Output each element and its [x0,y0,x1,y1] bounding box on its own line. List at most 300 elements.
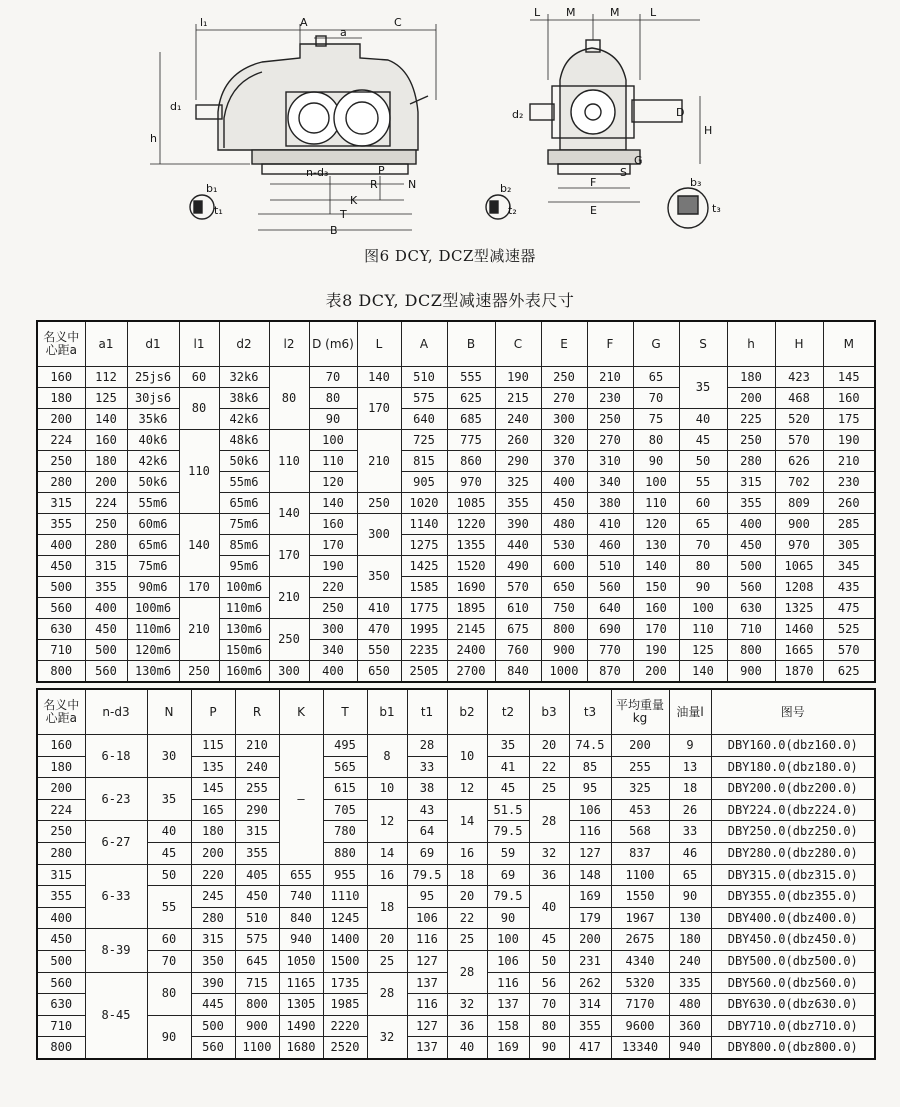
table-cell: DBY160.0(dbz160.0) [711,735,875,757]
table-cell: 145 [191,778,235,800]
table-cell: 520 [775,409,823,430]
dim-label: A [300,16,308,29]
table-cell: 25 [367,950,407,972]
table-cell: 90 [679,577,727,598]
table-cell: 175 [823,409,875,430]
table-cell: 500 [85,640,127,661]
table-cell: 112 [85,367,127,388]
table-cell: 20 [367,929,407,951]
table-cell: 127 [569,842,611,864]
table-cell: 310 [587,451,633,472]
table-cell: 955 [323,864,367,886]
table-cell: 16 [447,842,487,864]
table-cell: 95 [407,886,447,908]
column-header: N [147,689,191,735]
table-row [37,598,875,619]
table-cell: 210 [269,577,309,619]
table-cell: 250 [357,493,401,514]
table-cell: 775 [447,430,495,451]
table-cell: 760 [495,640,541,661]
table-cell: 570 [495,577,541,598]
table-cell: 55m6 [219,472,269,493]
table-cell: 525 [823,619,875,640]
table-cell: 74.5 [569,735,611,757]
column-header: h [727,321,775,367]
column-header: t3 [569,689,611,735]
table-cell: 240 [669,950,711,972]
table-cell: 80 [269,367,309,430]
table-cell: 325 [495,472,541,493]
table-cell: 55 [147,886,191,929]
table-cell: 70 [309,367,357,388]
table-cell: 435 [823,577,875,598]
table-cell: 360 [669,1015,711,1037]
table-cell: 510 [235,907,279,929]
column-header: D (m6) [309,321,357,367]
table-cell: 1020 [401,493,447,514]
table-cell: 250 [587,409,633,430]
table-cell: 55m6 [127,493,179,514]
table-cell: 280 [727,451,775,472]
table-cell: 90 [633,451,679,472]
column-header: b3 [529,689,569,735]
table-cell: 100 [309,430,357,451]
table-cell: 450 [727,535,775,556]
table-cell: 12 [447,778,487,800]
table-cell: 560 [37,972,85,994]
table-cell: 315 [191,929,235,951]
table-cell: 1775 [401,598,447,619]
table-cell: 1165 [279,972,323,994]
column-header: H [775,321,823,367]
table-cell: 575 [235,929,279,951]
table-cell: 800 [235,994,279,1016]
table-cell: 190 [309,556,357,577]
table-cell: 410 [587,514,633,535]
table-cell: 50k6 [127,472,179,493]
table-cell: 32k6 [219,367,269,388]
table-cell: 250 [727,430,775,451]
table-row [37,556,875,577]
table-cell: 510 [401,367,447,388]
table-cell: 65m6 [219,493,269,514]
table-row [37,514,875,535]
table-cell: 50k6 [219,451,269,472]
column-header: 图号 [711,689,875,735]
table-row [37,778,875,800]
table-cell: 137 [487,994,529,1016]
table-cell: 110m6 [219,598,269,619]
table-cell: 69 [487,864,529,886]
table-cell: 355 [727,493,775,514]
table-cell: 560 [727,577,775,598]
table-cell: 115 [191,735,235,757]
table-cell: 18 [669,778,711,800]
table-cell: 190 [495,367,541,388]
table-cell: 28 [447,950,487,993]
table-cell: 1550 [611,886,669,908]
table-cell: 315 [85,556,127,577]
table-cell: 140 [633,556,679,577]
table-cell: 80 [179,388,219,430]
table-cell: 65 [679,514,727,535]
column-header: E [541,321,587,367]
column-header: 油量l [669,689,711,735]
table-cell: 335 [669,972,711,994]
table-cell: 390 [191,972,235,994]
table-cell: 46 [669,842,711,864]
table-cell: 290 [235,799,279,821]
table-cell: 140 [85,409,127,430]
table-cell: 1305 [279,994,323,1016]
table-cell: 355 [37,514,85,535]
table-cell: 190 [823,430,875,451]
table-cell: 480 [541,514,587,535]
table-cell: 380 [587,493,633,514]
table-row [37,661,875,683]
table-cell: 106 [569,799,611,821]
table-cell: 12 [367,799,407,842]
table-cell: 1065 [775,556,823,577]
table-cell: 169 [569,886,611,908]
table-cell: 110 [309,451,357,472]
column-header: 名义中心距a [37,689,85,735]
table-cell: 240 [235,756,279,778]
table-cell: 30js6 [127,388,179,409]
table-cell: 127 [407,1015,447,1037]
table-cell: — [279,735,323,865]
table-cell: DBY450.0(dbz450.0) [711,929,875,951]
table-cell: 80 [633,430,679,451]
table-cell: 970 [775,535,823,556]
table-cell: 560 [37,598,85,619]
figure-caption: 图6 DCY, DCZ型减速器 [364,247,536,265]
column-header: d1 [127,321,179,367]
dim-label: N [408,178,417,191]
table-cell: 905 [401,472,447,493]
table-cell: 650 [541,577,587,598]
table-cell: 355 [569,1015,611,1037]
table-cell: 645 [235,950,279,972]
table-row [37,640,875,661]
table-cell: 210 [823,451,875,472]
table-cell: 95m6 [219,556,269,577]
table-cell: 740 [279,886,323,908]
table-cell: 500 [37,577,85,598]
table-cell: 28 [367,972,407,1015]
table-cell: 200 [85,472,127,493]
table-cell: 13340 [611,1037,669,1059]
table-cell: 140 [269,493,309,535]
table-cell: 210 [587,367,633,388]
table-cell: 18 [367,886,407,929]
table-cell: 625 [447,388,495,409]
table-cell: 550 [357,640,401,661]
table-cell: 702 [775,472,823,493]
table-cell: DBY400.0(dbz400.0) [711,907,875,929]
dim-label: b₁ [206,182,218,195]
table-cell: 231 [569,950,611,972]
column-header: a1 [85,321,127,367]
dim-label: n-d₃ [306,166,329,179]
table-row [37,886,875,908]
table-cell: 780 [323,821,367,843]
dim-label: L [534,6,541,19]
table-cell: 100m6 [219,577,269,598]
table-cell: 2235 [401,640,447,661]
table-cell: 14 [367,842,407,864]
table-cell: 160 [309,514,357,535]
dim-label: h [150,132,157,145]
table-cell: 250 [85,514,127,535]
table-cell: 60 [179,367,219,388]
table-cell: 224 [85,493,127,514]
table-cell: 145 [823,367,875,388]
table-cell: 1995 [401,619,447,640]
dim-label: M [566,6,576,19]
table-cell: 28 [407,735,447,757]
table-cell: 815 [401,451,447,472]
column-header: b1 [367,689,407,735]
table-cell: 570 [823,640,875,661]
table-cell: DBY224.0(dbz224.0) [711,799,875,821]
table-cell: 100 [633,472,679,493]
table-cell: 55 [679,472,727,493]
table-cell: 140 [679,661,727,683]
table-cell: 22 [447,907,487,929]
table-cell: 262 [569,972,611,994]
dim-label: a [340,26,347,39]
table-cell: 230 [823,472,875,493]
table-cell: 565 [323,756,367,778]
table-cell: 120 [309,472,357,493]
table-cell: DBY800.0(dbz800.0) [711,1037,875,1059]
table-cell: 33 [669,821,711,843]
table-cell: 255 [235,778,279,800]
dim-label: l₁ [200,16,208,29]
table-cell: DBY710.0(dbz710.0) [711,1015,875,1037]
table-cell: 460 [587,535,633,556]
table-cell: 224 [37,430,85,451]
table-cell: 1425 [401,556,447,577]
table-cell: 90 [487,907,529,929]
table-cell: 900 [541,640,587,661]
table-cell: 45 [487,778,529,800]
table-cell: 137 [407,972,447,994]
table-cell: 250 [37,821,85,843]
table-cell: 200 [611,735,669,757]
table-cell: 1680 [279,1037,323,1059]
table-cell: 116 [407,994,447,1016]
table-cell: 500 [191,1015,235,1037]
dim-label: L [650,6,657,19]
table-cell: 300 [269,661,309,683]
table-cell: 210 [235,735,279,757]
table-cell: 450 [541,493,587,514]
table-cell: 30 [147,735,191,778]
table-cell: 1355 [447,535,495,556]
table-cell: 705 [323,799,367,821]
table-cell: 180 [727,367,775,388]
table-cell: 495 [323,735,367,757]
table-cell: 70 [679,535,727,556]
table-cell: 650 [357,661,401,683]
table-cell: 9600 [611,1015,669,1037]
table-row [37,864,875,886]
table-cell: 170 [357,388,401,430]
table-row [37,735,875,757]
table-cell: DBY280.0(dbz280.0) [711,842,875,864]
table-cell: 45 [679,430,727,451]
table-cell: 8-39 [85,929,147,972]
column-header: t1 [407,689,447,735]
reducer-drawing [0,0,900,245]
table-cell: 340 [309,640,357,661]
table-cell: 630 [727,598,775,619]
table-cell: 2400 [447,640,495,661]
table-cell: 900 [775,514,823,535]
table-cell: 140 [309,493,357,514]
table-cell: 568 [611,821,669,843]
table-cell: 79.5 [407,864,447,886]
table-cell: 45 [147,842,191,864]
table-cell: 1085 [447,493,495,514]
table-cell: 200 [569,929,611,951]
table-cell: 280 [85,535,127,556]
table-cell: DBY560.0(dbz560.0) [711,972,875,994]
table-cell: 100 [679,598,727,619]
table-cell: 56 [529,972,569,994]
table-cell: 315 [37,864,85,886]
table-cell: 280 [37,842,85,864]
table-cell: 6-27 [85,821,147,864]
table-cell: 180 [37,756,85,778]
table-cell: 180 [37,388,85,409]
table-cell: 32 [447,994,487,1016]
table-cell: 35k6 [127,409,179,430]
table-cell: 180 [669,929,711,951]
table-header-row [37,689,875,735]
table-cell: 36 [529,864,569,886]
table-cell: DBY500.0(dbz500.0) [711,950,875,972]
table-cell: 260 [495,430,541,451]
dim-label: G [634,154,643,167]
table-cell: 560 [587,577,633,598]
table-cell: 160 [823,388,875,409]
table-cell: 200 [727,388,775,409]
table-cell: 450 [235,886,279,908]
table-cell: 1985 [323,994,367,1016]
table-cell: 800 [37,1037,85,1059]
table-cell: 840 [279,907,323,929]
table-row [37,577,875,598]
table-cell: 6-18 [85,735,147,778]
table-cell: 1490 [279,1015,323,1037]
table-cell: 1520 [447,556,495,577]
table-cell: 685 [447,409,495,430]
table-cell: 940 [279,929,323,951]
dim-label: B [330,224,338,237]
table-row [37,409,875,430]
table-cell: 245 [191,886,235,908]
column-header: L [357,321,401,367]
table-cell: 45 [529,929,569,951]
table-cell: 160m6 [219,661,269,683]
table-cell: 1500 [323,950,367,972]
table-cell: 615 [323,778,367,800]
table-row [37,388,875,409]
table-cell: 270 [541,388,587,409]
table-cell: 475 [823,598,875,619]
table-cell: 1110 [323,886,367,908]
table-cell: 880 [323,842,367,864]
table-cell: 7170 [611,994,669,1016]
dim-label: t₁ [214,204,223,217]
table-cell: 1665 [775,640,823,661]
table-cell: 400 [37,535,85,556]
table-cell: DBY200.0(dbz200.0) [711,778,875,800]
table-cell: 14 [447,799,487,842]
table-row [37,493,875,514]
table-cell: 468 [775,388,823,409]
table-cell: 35 [147,778,191,821]
table-cell: 1275 [401,535,447,556]
dim-label: b₃ [690,176,702,189]
table-cell: 35 [679,367,727,409]
dim-label: P [378,164,385,177]
table-cell: 180 [191,821,235,843]
column-header: b2 [447,689,487,735]
table-cell: 40 [447,1037,487,1059]
table-cell: 870 [587,661,633,683]
table-cell: 80 [309,388,357,409]
table-cell: 250 [309,598,357,619]
table-cell: 490 [495,556,541,577]
table-row [37,619,875,640]
table-row [37,472,875,493]
table-cell: 8-45 [85,972,147,1059]
table-cell: 75m6 [219,514,269,535]
table-cell: 179 [569,907,611,929]
table-cell: 169 [487,1037,529,1059]
table-cell: 560 [85,661,127,683]
table-cell: 110 [679,619,727,640]
table-cell: 570 [775,430,823,451]
table-cell: 1870 [775,661,823,683]
table-cell: 300 [309,619,357,640]
table-cell: 90 [147,1015,191,1059]
table-cell: 85 [569,756,611,778]
table-cell: 26 [669,799,711,821]
table-cell: 860 [447,451,495,472]
table-cell: 140 [179,514,219,577]
table-cell: 25 [529,778,569,800]
table-cell: 450 [37,556,85,577]
table-cell: 79.5 [487,821,529,843]
table-cell: 250 [179,661,219,683]
column-header: d2 [219,321,269,367]
table-cell: 2220 [323,1015,367,1037]
dim-label: F [590,176,597,189]
table-cell: 600 [541,556,587,577]
table-cell: DBY355.0(dbz355.0) [711,886,875,908]
table-cell: 840 [495,661,541,683]
table-cell: 250 [541,367,587,388]
table-cell: 130m6 [219,619,269,640]
table-cell: 5320 [611,972,669,994]
table-cell: 640 [587,598,633,619]
table-cell: 60 [147,929,191,951]
